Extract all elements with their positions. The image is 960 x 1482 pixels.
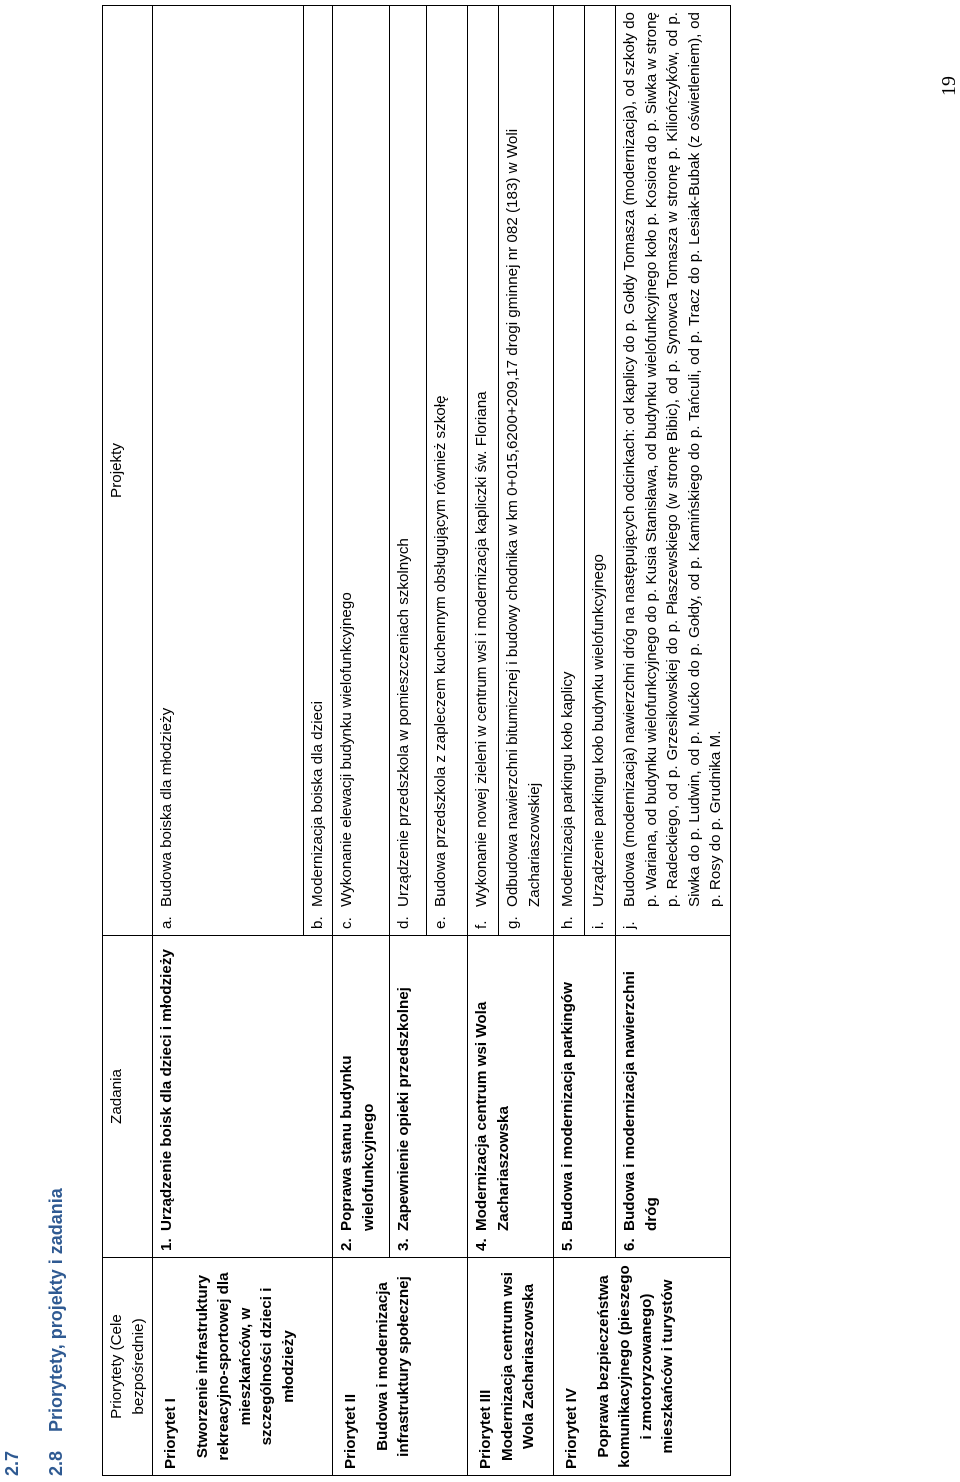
- task-number: 3.: [395, 1238, 413, 1251]
- project-text: Odbudowa nawierzchni bitumicznej i budowy chodnika w km 0+015,6200+209,17 drogi gminnej nr 082 (183) w Woli Zachariaszowskiej: [504, 128, 543, 907]
- task-cell: [468, 936, 554, 1258]
- project-letter: c.: [338, 917, 356, 929]
- table-row: [554, 6, 585, 1476]
- task-cell: [390, 936, 468, 1258]
- priority-cell: [468, 1258, 554, 1476]
- section-heading-2-7: [2, 1432, 23, 1476]
- task-cell: [554, 936, 616, 1258]
- project-cell: [554, 6, 585, 936]
- table-row: [616, 6, 731, 1476]
- project-letter: i.: [590, 921, 608, 929]
- table-header-row: [103, 6, 153, 1476]
- project-text: Wykonanie elewacji budynku wielofunkcyjnego: [338, 592, 356, 907]
- project-cell: [585, 6, 616, 936]
- priority-title: Priorytet III: [477, 1389, 495, 1469]
- section-title: Priorytety, projekty i zadania: [46, 1188, 66, 1432]
- project-letter: h.: [559, 916, 577, 929]
- table-row: [153, 6, 304, 1476]
- header-priorities: Priorytety (Cele bezpośrednie): [103, 1258, 153, 1476]
- project-text: Budowa boiska dla młodzieży: [158, 707, 176, 907]
- project-text: Urządzenie parkingu koło budynku wielofunkcyjnego: [590, 554, 608, 907]
- task-cell: [153, 936, 333, 1258]
- project-cell: [468, 6, 499, 936]
- task-number: 4.: [473, 1238, 491, 1251]
- priority-description: Budowa i modernizacja infrastruktury społecznej: [373, 1276, 413, 1457]
- priority-description: Poprawa bezpieczeństwa komunikacyjnego (pieszego i zmotoryzowanego) mieszkańców i turystów: [594, 1265, 677, 1468]
- task-number: 6.: [621, 1238, 639, 1251]
- task-text: Budowa i modernizacja nawierzchni dróg: [621, 971, 660, 1231]
- project-text: Modernizacja boiska dla dzieci: [309, 701, 327, 907]
- project-letter: j.: [621, 921, 639, 929]
- project-text: Wykonanie nowej zieleni w centrum wsi i modernizacja kapliczki św. Floriana: [473, 391, 491, 907]
- project-letter: f.: [473, 920, 491, 929]
- section-number: 2.7: [2, 1450, 22, 1476]
- project-text: Budowa (modernizacja) nawierzchni dróg na następujących odcinkach: od kaplicy do p. Gołdy Tomasza (modernizacja), od szkoły do p. Wariana, od budynku wielofunkcyjnego do p. Kusia Stanisława, od budynku wielofunkcyjnego koło p. Kosiora do p. Siwka w stronę p. Radeckiego, od p. Grzesikowskiej do p. Płaszewskiego (w stronę Bibic), od p. Synowca Tomasza w stronę p. Kiliończyków, od p. Siwka do p. Ludwin, od p. Mućko do p. Gołdy, od p. Kamińskiego do p. Tańculi, od p. Tracz do p. Lesiak-Bubak (z oświetleniem), od p. Rosy do p. Grudnika M.: [621, 12, 725, 907]
- project-cell: [153, 6, 304, 936]
- project-cell: [499, 6, 554, 936]
- task-text: Modernizacja centrum wsi Wola Zachariaszowska: [473, 1001, 512, 1231]
- task-text: Poprawa stanu budynku wielofunkcyjnego: [338, 1055, 377, 1231]
- priority-cell: [333, 1258, 468, 1476]
- page-number: 19: [938, 76, 960, 96]
- task-text: Urządzenie boisk dla dzieci i młodzieży: [158, 949, 176, 1231]
- project-text: Urządzenie przedszkola w pomieszczeniach szkolnych: [395, 538, 413, 907]
- section-heading-2-8: [46, 1188, 67, 1476]
- header-tasks: Zadania: [103, 936, 153, 1258]
- task-cell: [333, 936, 390, 1258]
- task-number: 5.: [559, 1238, 577, 1251]
- project-text: Budowa przedszkola z zapleczem kuchennym obsługującym również szkołę: [432, 395, 450, 907]
- table-row: [333, 6, 390, 1476]
- project-letter: d.: [395, 916, 413, 929]
- task-text: Zapewnienie opieki przedszkolnej: [395, 987, 413, 1231]
- project-letter: g.: [504, 916, 522, 929]
- project-cell: [304, 6, 333, 936]
- project-letter: b.: [309, 916, 327, 929]
- header-projects: Projekty: [103, 6, 153, 936]
- project-letter: e.: [432, 916, 450, 929]
- priority-cell: [554, 1258, 731, 1476]
- table-row: [390, 6, 427, 1476]
- priority-title: Priorytet II: [342, 1393, 360, 1469]
- project-letter: a.: [158, 916, 176, 929]
- priority-title: Priorytet I: [162, 1398, 180, 1469]
- project-text: Modernizacja parkingu koło kaplicy: [559, 671, 577, 907]
- task-number: 1.: [158, 1238, 176, 1251]
- section-number: 2.8: [46, 1450, 66, 1476]
- project-cell: [427, 6, 468, 936]
- priority-description: Stworzenie infrastruktury rekreacyjno-sportowej dla mieszkańców, w szczególności dzieci i młodzieży: [193, 1272, 298, 1461]
- task-number: 2.: [338, 1238, 356, 1251]
- priority-description: Modernizacja centrum wsi Wola Zachariaszowska: [498, 1271, 538, 1462]
- project-cell: [616, 6, 731, 936]
- project-cell: [390, 6, 427, 936]
- priorities-table: [102, 5, 731, 1476]
- task-text: Budowa i modernizacja parkingów: [559, 982, 577, 1231]
- project-cell: [333, 6, 390, 936]
- table-row: [468, 6, 499, 1476]
- task-cell: [616, 936, 731, 1258]
- priority-cell: [153, 1258, 333, 1476]
- priority-title: Priorytet IV: [563, 1387, 581, 1469]
